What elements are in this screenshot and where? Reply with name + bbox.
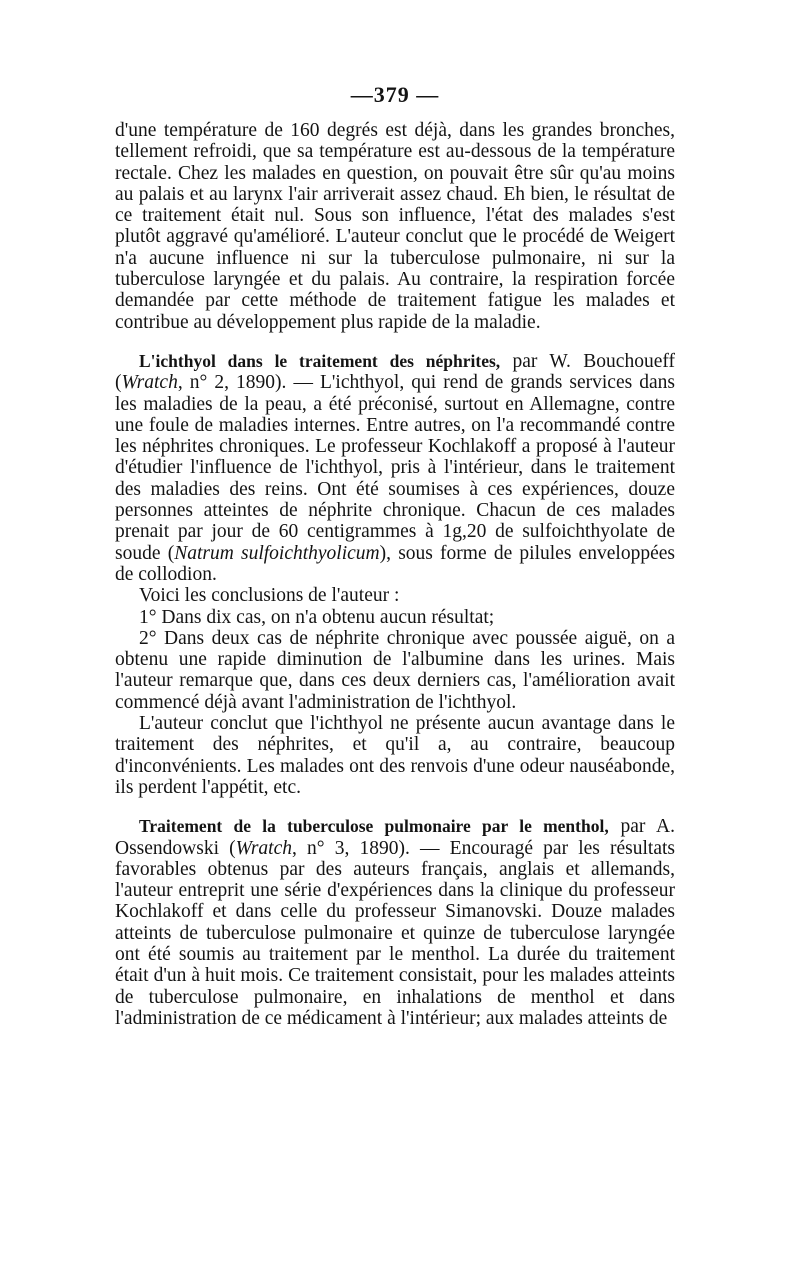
section-menthol-body: Encouragé par les résultats favorables obtenus par des auteurs français, anglais et allemands, l'auteur entreprit une série d'expériences dans la clinique du professeur Kochlakoff et dans celle du professeur Simanovski. Douze malades atteints de tuberculose pulmonaire et quinze de tuberculose laryngée ont été soumis au traitement par le menthol. La durée du traitement était d'un à huit mois. Ce traitement consistait, pour les malades atteints de tuberculose pulmonaire, en inhalations de menthol et dans l'administration de ce médicament à l'intérieur; aux malades atteints de bbox=[115, 837, 676, 1029]
ichthyol-conclusion: L'auteur conclut que l'ichthyol ne présente aucun avantage dans le traitement des néphrites, et qu'il a, au contraire, beaucoup d'inconvénients. Les malades ont des renvois d'une odeur nauséabonde, ils perdent l'appétit, etc. bbox=[115, 713, 675, 798]
section-ichthyol-latin: Natrum sulfoichthyolicum bbox=[174, 542, 380, 564]
section-ichthyol-author: par W. Bouchoueff ( bbox=[115, 350, 675, 394]
section-menthol-source: Wratch bbox=[235, 837, 292, 859]
page-number: —379 — bbox=[350, 82, 440, 107]
paragraph-weigert-continuation: d'une température de 160 degrés est déjà, dans les grandes bronches, tellement refroidi, que sa température est au-dessous de la température rectale. Chez les malades en question, on pouvait être sûr qu'au moins au palais et au larynx l'air arriverait assez chaud. Eh bien, le résultat de ce traitement était nul. Sous son influence, l'état des malades s'est plutôt aggravé qu'amélioré. L'auteur conclut que le procédé de Weigert n'a aucune influence ni sur la tuberculose pulmonaire, ni sur la tuberculose laryngée et du palais. Au contraire, la respiration forcée demandée par cette méthode de traitement fatigue les malades et contribue au développement plus rapide de la maladie. bbox=[115, 120, 675, 333]
book-page bbox=[115, 82, 675, 1029]
section-ichthyol-heading: L'ichthyol dans le traitement des néphrites, bbox=[139, 350, 501, 371]
conclusion-item-2: 2° Dans deux cas de néphrite chronique avec poussée aiguë, on a obtenu une rapide diminution de l'albumine dans les urines. Mais l'auteur remarque que, dans ces deux derniers cas, l'amélioration avait commencé déjà avant l'administration de l'ichthyol. bbox=[115, 627, 675, 713]
section-menthol-heading: Traitement de la tuberculose pulmonaire par le menthol, bbox=[139, 816, 609, 837]
section-menthol-citation: , n° 3, 1890). — bbox=[292, 837, 450, 859]
section-ichthyol-body-end: ), sous forme de pilules enveloppées de collodion. bbox=[115, 542, 675, 585]
section-menthol-author: par A. Ossendowski ( bbox=[115, 816, 675, 859]
section-menthol bbox=[115, 816, 675, 1029]
section-ichthyol-body: L'ichthyol, qui rend de grands services dans les maladies de la peau, a été préconisé, surtout en Allemagne, contre une foule de maladies internes. Entre autres, on l'a recommandé contre les néphrites chroniques. Le professeur Kochlakoff a proposé à l'auteur d'étudier l'influence de l'ichthyol, pris à l'intérieur, dans le traitement des maladies des reins. Ont été soumises à ces expériences, douze personnes atteintes de néphrite chronique. Chacun de ces malades prenait par jour de 60 centigrammes à 1g,20 de sulfoichthyolate de soude ( bbox=[115, 372, 675, 564]
conclusions-intro: Voici les conclusions de l'auteur : bbox=[139, 585, 400, 607]
conclusion-item-1: 1° Dans dix cas, on n'a obtenu aucun résultat; bbox=[139, 606, 495, 628]
section-ichthyol-citation: , n° 2, 1890). — bbox=[177, 372, 320, 394]
section-ichthyol bbox=[115, 351, 675, 585]
section-ichthyol-source: Wratch bbox=[121, 372, 178, 394]
